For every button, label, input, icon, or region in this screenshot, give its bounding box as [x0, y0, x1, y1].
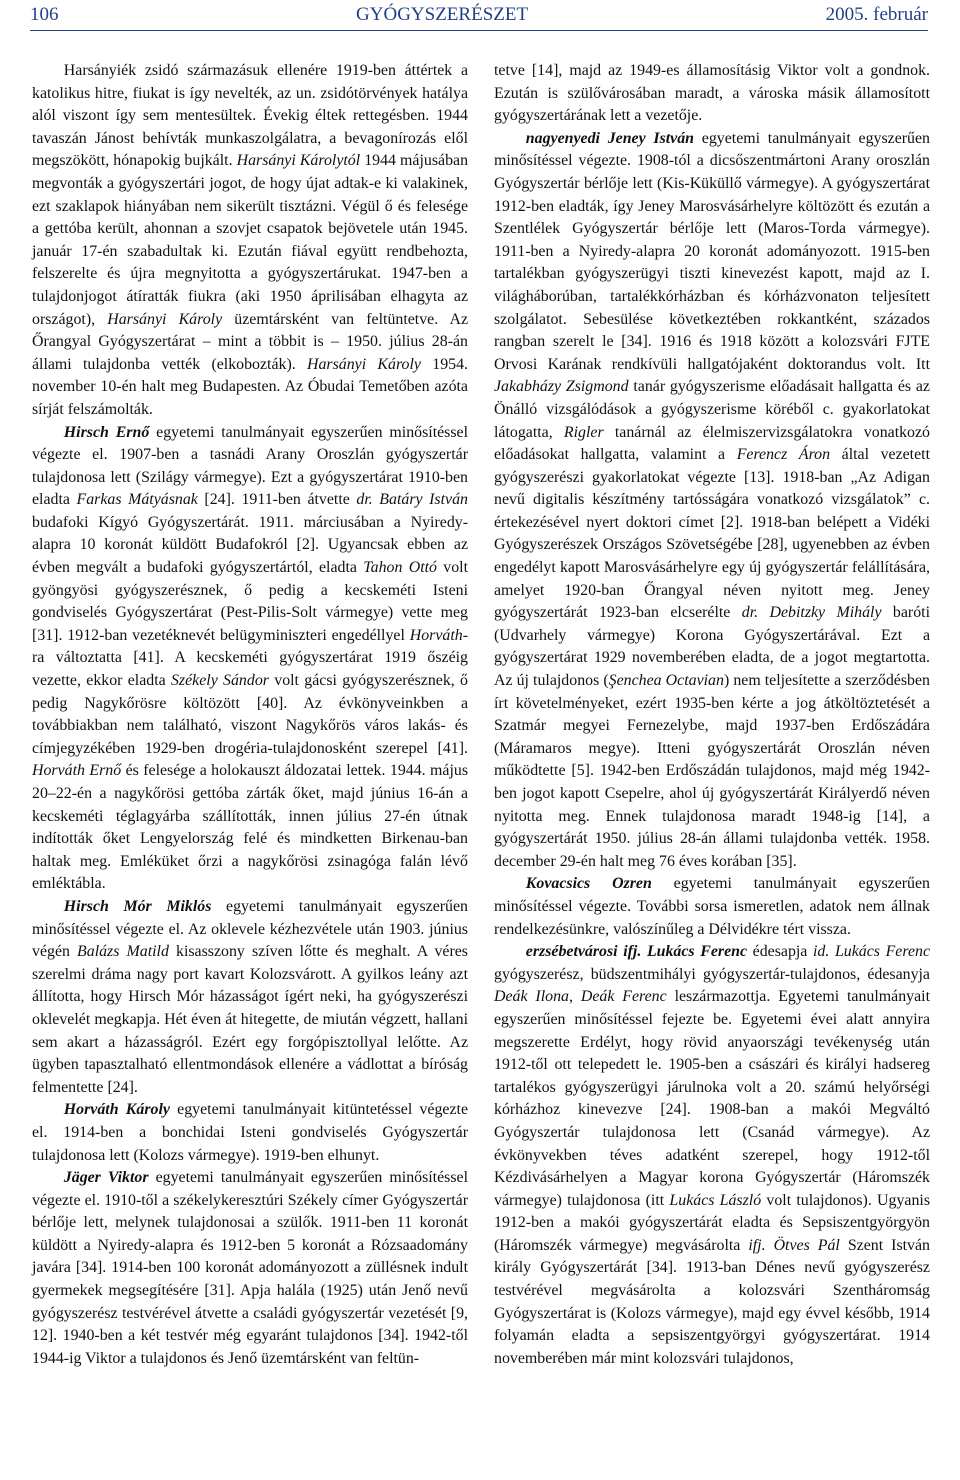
left-column — [32, 60, 468, 1370]
person-name-heading: Horváth Károly — [63, 1101, 170, 1119]
italic-name: dr. Debitzky Mihály — [741, 604, 882, 622]
body-text: tetve [14], majd az 1949-es államosításig Viktor volt a gondnok. Ezután is szülővárosában maradt, a városka másik államosított gyógyszertárának lett a vezetője. — [494, 62, 930, 125]
italic-name: ifj. Ötves Pál — [748, 1236, 840, 1254]
body-text: tanár gyógyszerisme előadásait hallgatta és az Önálló vizsgálódások a gyógyszerisme köréből c. gyakorlatokat látogatta, — [494, 378, 930, 441]
person-name-heading: Hirsch Mór Miklós — [63, 897, 212, 915]
body-text: 1954. november 10-én halt meg Budapesten. Az Óbudai Temetőben azóta sírját felszámolták. — [32, 355, 469, 418]
body-text: Szent István király Gyógyszertárát [34]. 1913-ban Dénes nevű gyógyszerész testvérével megvásárolta a kolozsvári Szentháromság Gyógyszertárat is (Kolozs vármegye), majd egy évvel később, 1914 folyamán eladta a sepsiszentgyörgyi gyógyszertárat. 1914 novemberében már mint kolozsvári tulajdonos, — [494, 1236, 930, 1367]
body-text: egyetemi tanulmányait egyszerűen minősítéssel végezte el. Az oklevele kézhezvétele után 1903. június végén — [32, 897, 468, 961]
body-text: és felesége a holokauszt áldozatai lettek. 1944. május 20–22-én a nagykőrösi gettóba zárták őket, majd június 16-án a kecskeméti téglagyárba szállították, innen július 27-én útnak indították őket Lengyelország felé és mindketten Birkenau-ban haltak meg. Emléküket őrzi a nagykőrösi zsinagóga falán lévő emléktábla. — [32, 762, 469, 893]
italic-name: Horváth Ernő — [32, 762, 122, 780]
body-text: kisasszony szíven lőtte és meghalt. A véres szerelmi dráma nagy port kavart Kolozsvárott. A gyilkos leány azt állította, hogy Hirsch Mór házasságot ígért neki, ha gyógyszerészi oklevelét megkapja. Hét éven át hitegette, de miután végzett, hallani sem akart a házasságról. Ezért egy forgópisztollyal lelőtte. Az ügyben tapasztalható ellentmondások ellenére a vádlottat a bíróság felmentette [24]. — [32, 943, 468, 1096]
italic-name: Ferencz Áron — [736, 446, 831, 464]
italic-name: Lukács László — [669, 1191, 762, 1209]
header-rule — [30, 30, 928, 31]
paragraph — [32, 896, 468, 1099]
italic-name: Harsányi Károlytól — [236, 152, 361, 170]
italic-name: Farkas Mátyásnak — [76, 491, 198, 509]
person-name-heading: Hirsch Ernő — [63, 423, 150, 441]
body-text: egyetemi tanulmányait egyszerűen minősítéssel végezte. További sorsa ismeretlen, adatok nem állnak rendelkezésünkre, valószínűleg a Délvidékre tért vissza. — [494, 875, 931, 938]
italic-name: Rigler — [563, 423, 604, 441]
italic-name: Tahon Ottó — [363, 559, 437, 577]
italic-name: Horváth — [409, 626, 463, 644]
person-name-heading: erzsébetvárosi ifj. Lukács Ferenc — [525, 943, 748, 961]
italic-name: Şenchea Octavian — [608, 672, 724, 690]
page-number: 106 — [30, 4, 59, 25]
body-text: üzemtársként van feltüntetve. Az Őrangyal Gyógyszertárat – mint a többit is – 1950. július 28-án állami tulajdonba vették (elkobozták). — [32, 310, 468, 373]
body-text: ) nem teljesítette a szerződésben írt követelményeket, ezért 1935-ben kérte a jog átköltöztetését a Szatmár megyei Fernezelybe, majd 1937-ben Erdőszádára (Máramaros megye). Itteni gyógyszertárát Oroszlán néven működtette [5]. 1942-ben Erdőszádán tulajdonos, majd még 1942-ben jogot kapott Csepelre, ahol új gyógyszertárát Királyerdő néven nyitotta meg. Ennek tulajdonosa maradt 1948-ig [14], a gyógyszertárát 1950. július 28-án állami tulajdonba vették. 1958. december 29-én halt meg 76 éves korában [35]. — [494, 672, 930, 870]
body-text: [24]. 1911-ben átvette — [197, 491, 357, 509]
paragraph — [494, 941, 930, 1370]
body-text: volt gácsi gyógyszerésznek, ő pedig Nagykőrösre költözött [40]. Az évkönyveinkben a továbbiakban nem található, viszont Nagykőrös város lakás- és címjegyzékében 1929-ben drogéria-tulajdonosként szerepel [41]. — [32, 672, 468, 757]
body-text: baróti (Udvarhely vármegye) Korona Gyógyszertárával. Ezt a gyógyszertárat 1929 novemberében eladta, de a jogot megtartotta. Az új tulajdonos ( — [494, 604, 931, 690]
body-text: Harsányiék zsidó származásuk ellenére 1919-ben áttértek a katolikus hitre, fiukat is így nevelték, az un. zsidótörvények hatálya alól viszont így sem mentesültek. Évekig éltek rettegésben. 1944 tavaszán Jánost behívták munkaszolgálatra, a bevagonírozás elől megszökött, hónapokig bujkált. — [32, 62, 468, 170]
italic-name: Harsányi Károly — [307, 355, 421, 373]
body-text: egyetemi tanulmányait egyszerűen minősítéssel végezte el. 1907-ben a tasnádi Arany Oroszlán gyógyszertár tulajdonosa lett (Szilágy vármegye). Ezt a gyógyszertárat 1910-ben eladta — [32, 423, 468, 509]
paragraph — [494, 873, 930, 941]
person-name-heading: nagyenyedi Jeney István — [525, 129, 695, 147]
italic-name: Jakabházy Zsigmond — [494, 378, 629, 396]
person-name-heading: Kovacsics Ozren — [525, 875, 652, 893]
paragraph — [32, 60, 468, 422]
paragraph — [32, 1099, 468, 1167]
right-column — [494, 60, 930, 1370]
italic-name: Deák Ilona, Deák Ferenc — [494, 988, 667, 1006]
italic-name: id. Lukács Ferenc — [813, 943, 931, 961]
paragraph — [32, 422, 468, 896]
body-text: leszármazottja. Egyetemi tanulmányait egyszerűen minősítéssel fejezte be. Egyetemi évei alatt annyira megszerette Erdélyt, hogy rövid anyaországi tevékenység után 1912-től ott telepedett le. 1905-ben a császári és királyi hadsereg tartalékos gyógyszerügyi járulnoka volt a 20. számú helyőrségi kórházhoz kinevezve [24]. 1908-ban a makói Megváltó Gyógyszertár tulajdonosa lett (Csanád vármegye). Az évkönyvekben téves adatként szerepel, hogy 1912-től Kézdivásárhelyen a Magyar korona Gyógyszertár (Háromszék vármegye) tulajdonosa (itt — [494, 988, 930, 1209]
body-text: egyetemi tanulmányait egyszerűen minősítéssel végezte. 1908-tól a dicsőszentmártoni Arany oroszlán Gyógyszertár bérlője lett (Kis-Küküllő vármegye). A gyógyszertárat 1912-ben eladták, így Jeney Marosvásárhelyre költözött és ezután a Szentlélek Gyógyszertár bérlője lett (Maros-Torda vármegye). 1911-ben a Nyiredy-alapra 20 koronát adományozott. 1915-ben tartalékban gyógyszerügyi tiszti kinevezést kapott, majd az I. világháborúban, tartalékkórházban és kórházvonaton teljesített szolgálatot. Sebesülése következtében rokkantként, százados rangban szerelt le [34]. 1916 és 1918 között a kolozsvári FJTE Orvosi Karának rendkívüli hallgatójaként doktorandus volt. Itt — [494, 129, 930, 373]
body-text: gyógyszerész, büdszentmihályi gyógyszertár-tulajdonos, édesanyja — [494, 965, 930, 983]
body-text: volt tulajdonos). Ugyanis 1912-ben a makói gyógyszertárát eladta és Sepsiszentgyörgyön (Háromszék vármegye) megvásárolta — [494, 1191, 930, 1254]
italic-name: Székely Sándor — [170, 672, 269, 690]
body-text: édesapja — [747, 943, 813, 961]
body-text: -ra változtatta [41]. A kecskeméti gyógyszertárat 1919 őszéig vezette, ekkor eladta — [32, 626, 468, 690]
italic-name: Balázs Matild — [77, 943, 169, 961]
journal-title: GYÓGYSZERÉSZET — [356, 4, 529, 25]
body-text: 1944 májusában megvonták a gyógyszertári jogot, de hogy újat adtak-e ki valakinek, ezt szaklapok hiányában nem sikerült tisztázni. Végül ő és felesége a gettóba került, ahonnan a szovjet csapatok bejövetele után 1945. január 17-én szabadultak ki. Ezután fiával együtt rendbehozta, felszerelte és újra megnyitotta a gyógyszertárukat. 1947-ben a tulajdonjogot átíratták fiukra (aki 1950 áprilisában elhagyta az országot), — [32, 152, 469, 328]
page-header — [30, 0, 928, 30]
italic-name: dr. Batáry István — [356, 491, 468, 509]
body-text: tanárnál az élelmiszervizsgálatokra vonatkozó előadásokat hallgatta, valamint a — [494, 423, 930, 464]
body-text: egyetemi tanulmányait egyszerűen minősítéssel végezte el. 1910-től a székelykeresztúri Székely címer Gyógyszertár bérlője lett, melynek tulajdonosai a szülők. 1911-ben 11 koronát küldött a Nyiredy-alapra és 1912-ben 5 koronát a Rózsaadomány javára [34]. 1914-ben 100 koronát adományozott a züllésnek indult gyermekek megsegítésére [31]. Apja halála (1925) után Jenő nevű gyógyszerész testvérével átvette a családi gyógyszertár vezetését [9, 12]. 1940-ben a két testvér még egyaránt tulajdonos [34]. 1942-től 1944-ig Viktor a tulajdonos és Jenő üzemtársként van feltün- — [32, 1169, 468, 1367]
issue-date: 2005. február — [825, 4, 928, 25]
paragraph — [32, 1167, 468, 1370]
person-name-heading: Jäger Viktor — [63, 1169, 149, 1187]
paragraph — [494, 128, 930, 874]
body-text: volt gyöngyösi gyógyszerésznek, ő pedig a kecskeméti Isteni gondviselés Gyógyszertárat (Pest-Pilis-Solt vármegye) vette meg [31]. 1912-ban vezetéknevét belügyminiszteri engedéllyel — [32, 559, 468, 644]
paragraph — [494, 60, 930, 128]
italic-name: Harsányi Károly — [107, 310, 223, 328]
body-text: budafoki Kígyó Gyógyszertárát. 1911. márciusában a Nyiredy-alapra 10 koronát küldött Budafokról [2]. Ugyancsak ebben az évben megvált a budafoki gyógyszertártól, eladta — [32, 513, 468, 577]
body-text: egyetemi tanulmányait kitüntetéssel végezte el. 1914-ben a bonchidai Isteni gondviselés Gyógyszertár tulajdonosa lett (Kolozs vármegye). 1919-ben elhunyt. — [32, 1101, 469, 1164]
body-text: által vezetett gyógyszerészi gyakorlatokat végezte [13]. 1918-ban „Az Adigan nevű digitalis készítmény tartósságára vonatkozó vizsgálatok” c. értekezésével nyert doktori címet [2]. 1918-ban belépett a Vidéki Gyógyszerészek Országos Szövetségébe [28], ugyenebben az évben engedélyt kapott Marosvásárhelyre egy új gyógyszertár felállítására, amelyet 1920-ban Őrangyal néven nyitott meg. Jeney gyógyszertárát 1923-ban elcserélte — [494, 446, 930, 622]
